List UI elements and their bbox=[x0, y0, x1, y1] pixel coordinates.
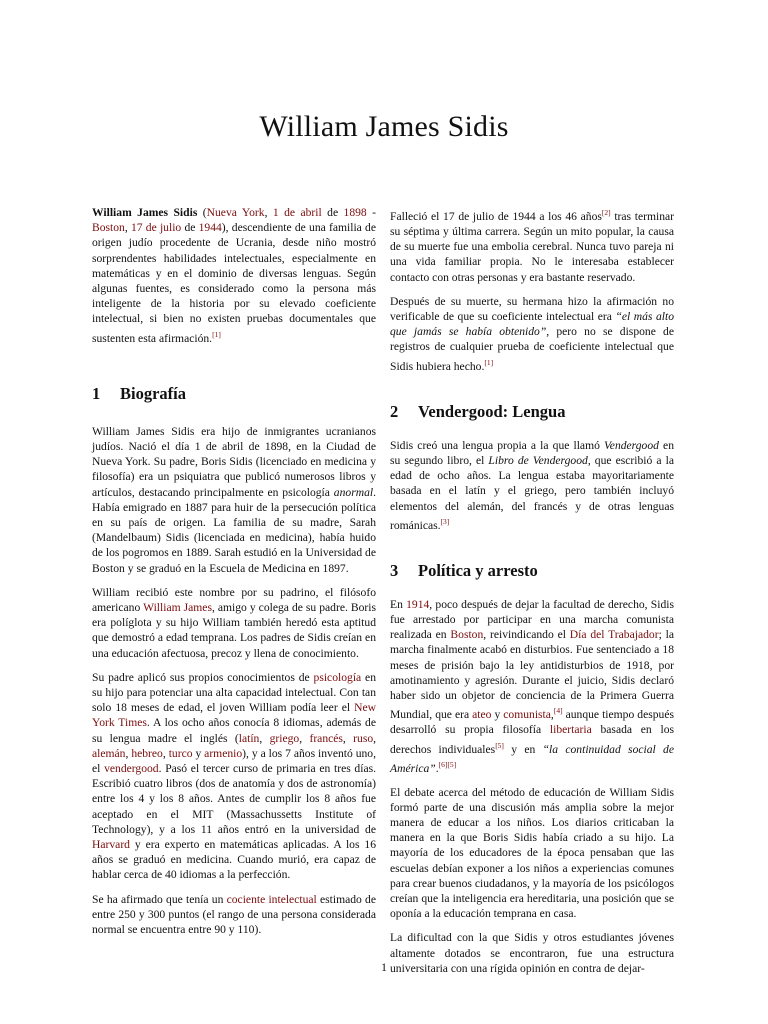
text-run: , amigo y colega de su padre. Boris era políglota y su hijo William también heredó esta aptitud que demostró a edad temprana. Los padres de Sidis creían en una educación afectuosa, precoz y llena de conocimiento. bbox=[92, 600, 376, 660]
text-run: Sidis creó una lengua propia a la que llamó bbox=[390, 438, 604, 452]
text-run: de bbox=[321, 206, 344, 219]
wiki-link[interactable]: cociente intelectual bbox=[226, 892, 317, 906]
wiki-link[interactable]: 17 de julio bbox=[130, 221, 182, 235]
wiki-link[interactable]: libertaria bbox=[549, 723, 592, 737]
section-title: Vendergood: Lengua bbox=[418, 401, 566, 421]
text-run: , bbox=[162, 746, 169, 760]
paragraph bbox=[390, 294, 674, 374]
text-run: . bbox=[435, 761, 439, 775]
wiki-link[interactable]: griego bbox=[269, 731, 300, 745]
text-run: estimado de entre 250 y 300 puntos (el rango de una persona considerada normal se encuentra entre 90 y 110). bbox=[92, 892, 376, 936]
wiki-link[interactable]: ruso bbox=[353, 731, 374, 745]
text-run: de bbox=[181, 221, 199, 235]
text-run: “el más alto que jamás se había obtenido” bbox=[390, 310, 674, 339]
wiki-link[interactable]: William James bbox=[143, 600, 212, 614]
intro-paragraph bbox=[92, 205, 376, 346]
text-run: La dificultad con la que Sidis y otros estudiantes jóvenes altamente dotados se encontraron, fue una estructura universitaria con una rígida opinión en contra de dejar- bbox=[390, 931, 674, 975]
wiki-link[interactable]: 1 de abril bbox=[272, 206, 322, 219]
text-run: basada en los derechos individuales bbox=[390, 723, 674, 756]
paragraph bbox=[92, 585, 376, 661]
text-run: ( bbox=[197, 206, 207, 219]
left-column bbox=[92, 205, 376, 946]
text-run: , reivindicando el bbox=[483, 628, 570, 642]
text-run: - bbox=[366, 206, 377, 219]
wiki-link[interactable]: 1914 bbox=[406, 597, 430, 611]
text-run: . Pasó el tercer curso de primaria en tres días. Escribió cuatro libros (dos de anatomía y dos de astronomía) entre los 4 y los 8 años. Antes de cumplir los 8 años fue aceptado en el MIT (Massachussetts Institute of Technology), y a los 11 años entró en la universidad de bbox=[92, 761, 377, 836]
text-run: y bbox=[491, 708, 504, 722]
wiki-link[interactable]: latín bbox=[238, 731, 260, 745]
text-run: Su padre aplicó sus propios conocimientos de bbox=[92, 670, 314, 684]
section-number: 3 bbox=[390, 560, 399, 580]
wiki-link[interactable]: Nueva York bbox=[206, 206, 265, 219]
text-run: Falleció el 17 de julio de 1944 a los 46 años bbox=[390, 209, 602, 223]
text-run: , bbox=[342, 731, 354, 745]
wiki-link[interactable]: armenio bbox=[204, 746, 243, 760]
wiki-link[interactable]: psicología bbox=[313, 670, 362, 684]
citation-ref[interactable]: [1] bbox=[484, 357, 494, 367]
citation-ref[interactable]: [5] bbox=[495, 740, 504, 750]
text-run: , bbox=[125, 746, 132, 760]
wiki-link[interactable]: comunista bbox=[503, 708, 551, 722]
wiki-link[interactable]: New York Times bbox=[92, 701, 376, 730]
paragraph bbox=[92, 892, 376, 938]
wiki-link[interactable]: francés bbox=[309, 731, 343, 745]
text-run: , bbox=[259, 731, 270, 745]
paragraph bbox=[390, 597, 674, 776]
wiki-link[interactable]: 1944 bbox=[198, 221, 222, 235]
wiki-link[interactable]: Día del Trabajador bbox=[569, 628, 659, 642]
section-heading-politica bbox=[390, 561, 674, 581]
text-run: , bbox=[373, 731, 377, 745]
document-title: William James Sidis bbox=[259, 110, 509, 143]
text-run: tras terminar su séptima y última carrera. Según un mito popular, la causa de su muerte fue una embolia cerebral. Nunca tuvo pareja ni una vida familiar propia. No le interesaba establecer contacto con otras personas y era bastante reservado. bbox=[390, 209, 674, 284]
text-run: Libro de Vendergood bbox=[488, 453, 588, 467]
citation-ref[interactable]: [6][5] bbox=[438, 759, 457, 769]
wiki-link[interactable]: alemán bbox=[92, 746, 126, 760]
wiki-link[interactable]: hebreo bbox=[131, 746, 163, 760]
text-run: William James Sidis era hijo de inmigrantes ucranianos judíos. Nació el día 1 de abril de 1898, en la Ciudad de Nueva York. Su padre, Boris Sidis (licenciado en medicina y filosofía) era un psiquiatra que publicó numerosos libros y artículos, destacando principalmente en psicología bbox=[92, 424, 376, 499]
wiki-link[interactable]: turco bbox=[168, 746, 193, 760]
wiki-link[interactable]: Boston bbox=[92, 221, 125, 235]
text-run: El debate acerca del método de educación de William Sidis formó parte de una discusión más amplia sobre la mejor manera de educar a los niños. Los diarios criticaban la manera en la que Boris Sidis había criado a su hijo. La mayoría de los educadores de la época pensaban que las escuelas debían exponer a los niños a experiencias comunes para crear buenos ciudadanos, y la mayoría de los psicólogos creían que la inteligencia era hereditaria, una posición que se oponía a la educación temprana en casa. bbox=[390, 785, 674, 921]
paragraph bbox=[390, 205, 674, 285]
text-run: William James Sidis bbox=[92, 206, 198, 219]
text-run: anormal bbox=[333, 485, 374, 499]
text-run: , bbox=[264, 206, 273, 219]
text-run: William recibió este nombre por su padrino, el filósofo americano bbox=[92, 585, 376, 614]
section-number: 2 bbox=[390, 401, 399, 421]
text-run: ), y a los 7 años inventó uno, el bbox=[92, 746, 377, 775]
text-run: y en bbox=[503, 742, 543, 756]
text-run: y bbox=[192, 746, 205, 760]
text-run: en su segundo libro, el bbox=[390, 438, 674, 467]
text-run: Vendergood bbox=[604, 438, 659, 452]
section-title: Biografía bbox=[120, 383, 186, 403]
paragraph bbox=[390, 438, 674, 533]
wiki-link[interactable]: Boston bbox=[450, 628, 484, 642]
text-run: , poco después de dejar la facultad de derecho, Sidis fue arrestado por participar en una marcha comunista realizada en bbox=[390, 597, 674, 642]
text-run: . Había emigrado en 1887 para huir de la persecución política en su país de origen. La familia de su madre, Sarah (Mandelbaum) Sidis (licenciada en medicina), había huido de los pogromos en 1889. Sarah estudió en la Universidad de Boston y se graduó en la Escuela de Medicina en 1897. bbox=[92, 485, 376, 575]
text-run: y era experto en matemáticas aplicadas. A los 16 años se graduó en medicina. Cuando murió, era capaz de hablar cerca de 40 idiomas a la perfección. bbox=[92, 837, 376, 882]
citation-ref[interactable]: [4] bbox=[553, 706, 563, 716]
text-run: en su hijo para potenciar una alta capacidad intelectual. Con tan solo 18 meses de edad, el joven William podía leer el bbox=[92, 670, 376, 715]
citation-ref[interactable]: [3] bbox=[440, 516, 450, 526]
text-run: , que escribió a la edad de ocho años. La lengua estaba mayoritariamente basada en el latín y el griego, pero también incluyó elementos del alemán, del francés y de otras lenguas románicas. bbox=[390, 453, 674, 532]
text-run: , bbox=[550, 708, 554, 722]
section-title: Política y arresto bbox=[418, 560, 538, 580]
text-run: ; la marcha finalmente acabó en disturbios. Fue sentenciado a 18 meses de prisión bajo la ley antidisturbios de 1918, por amotinamiento y agresión. Durante el juicio, Sidis declaró haber sido un objetor de conciencia de la Primera Guerra Mundial, que era bbox=[390, 628, 674, 722]
right-column bbox=[390, 205, 674, 985]
wiki-link[interactable]: ateo bbox=[472, 708, 492, 722]
text-run: En bbox=[390, 597, 407, 611]
wiki-link[interactable]: vendergood bbox=[104, 761, 159, 775]
section-number: 1 bbox=[92, 383, 101, 403]
citation-ref[interactable]: [1] bbox=[212, 329, 221, 339]
text-run: , pero no se dispone de registros de cualquier prueba de coeficiente intelectual que Sidis hubiera hecho. bbox=[390, 325, 674, 373]
paragraph bbox=[92, 670, 376, 883]
wiki-link[interactable]: 1898 bbox=[343, 206, 367, 219]
section-heading-vendergood bbox=[390, 402, 674, 422]
text-run: Se ha afirmado que tenía un bbox=[92, 892, 227, 906]
text-run: Después de su muerte, su hermana hizo la afirmación no verificable de que su coeficiente intelectual era bbox=[390, 294, 674, 324]
citation-ref[interactable]: [2] bbox=[601, 208, 611, 217]
text-run: . A los ocho años conocía 8 idiomas, además de su lengua madre el inglés ( bbox=[92, 716, 376, 745]
section-heading-biografia bbox=[92, 384, 376, 404]
page-number: 1 bbox=[381, 960, 387, 974]
text-run: , bbox=[124, 221, 131, 235]
paragraph bbox=[390, 785, 674, 922]
text-run: aunque tiempo después desarrolló su propia filosofía bbox=[390, 708, 674, 737]
paragraph bbox=[92, 424, 376, 576]
text-run: “la continuidad social de América” bbox=[390, 742, 674, 775]
wiki-link[interactable]: Harvard bbox=[92, 837, 130, 851]
text-run: , bbox=[299, 731, 310, 745]
text-run: ), descendiente de una familia de origen judío procedente de Ucrania, desde niño mostró sorprendentes habilidades intelectuales, especialmente en matemáticas y en el dominio de diversas lenguas. Según algunas fuentes, es considerado como la persona más inteligente de la historia por su elevado coeficiente intelectual, si bien no existen pruebas documentales que sustenten esta afirmación. bbox=[92, 221, 376, 345]
